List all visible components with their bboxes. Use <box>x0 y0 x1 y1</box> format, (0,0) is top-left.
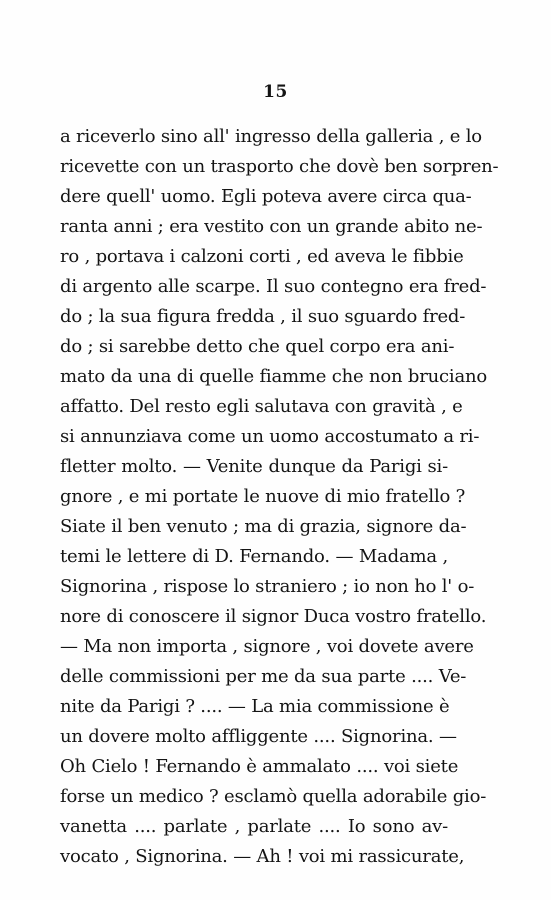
text-line: do ; la sua figura fredda , il suo sguardo fred- <box>60 306 466 327</box>
text-line: Siate il ben venuto ; ma di grazia, signore da- <box>60 516 467 537</box>
text-line: Signorina , rispose lo straniero ; io non ho l' o- <box>60 576 475 597</box>
text-line: ranta anni ; era vestito con un grande abito ne- <box>60 216 483 237</box>
body-text <box>60 122 499 872</box>
text-line: — Ma non importa , signore , voi dovete avere <box>60 636 474 657</box>
text-line: mato da una di quelle fiamme che non bruciano <box>60 366 488 387</box>
text-line: si annunziava come un uomo accostumato a ri- <box>60 426 480 447</box>
text-line: un dovere molto affliggente .... Signorina. — <box>60 726 457 747</box>
text-line: ro , portava i calzoni corti , ed aveva le fibbie <box>60 246 464 267</box>
text-line: do ; si sarebbe detto che quel corpo era ani- <box>60 336 455 357</box>
text-line: nite da Parigi ? .... — La mia commissione è <box>60 696 450 717</box>
text-line: dere quell' uomo. Egli poteva avere circa qua- <box>60 186 472 207</box>
text-line: delle commissioni per me da sua parte .... Ve- <box>60 666 467 687</box>
text-line: a riceverlo sino all' ingresso della galleria , e lo <box>60 126 482 147</box>
text-line: temi le lettere di D. Fernando. — Madama , <box>60 546 448 567</box>
text-line: gnore , e mi portate le nuove di mio fratello ? <box>60 486 466 507</box>
text-line: affatto. Del resto egli salutava con gravità , e <box>60 396 463 417</box>
text-line: forse un medico ? esclamò quella adorabile gio- <box>60 786 487 807</box>
page-number: 15 <box>263 82 288 102</box>
text-line: ricevette con un trasporto che dovè ben sorpren- <box>60 156 499 177</box>
text-line: vocato , Signorina. — Ah ! voi mi rassicurate, <box>60 846 465 867</box>
text-line: Oh Cielo ! Fernando è ammalato .... voi siete <box>60 756 459 777</box>
text-line: di argento alle scarpe. Il suo contegno era fred- <box>60 276 487 297</box>
text-line: vanetta .... parlate , parlate .... Io sono av- <box>60 816 448 837</box>
text-line: fletter molto. — Venite dunque da Parigi si- <box>60 456 448 477</box>
text-line: nore di conoscere il signor Duca vostro fratello. <box>60 606 487 627</box>
